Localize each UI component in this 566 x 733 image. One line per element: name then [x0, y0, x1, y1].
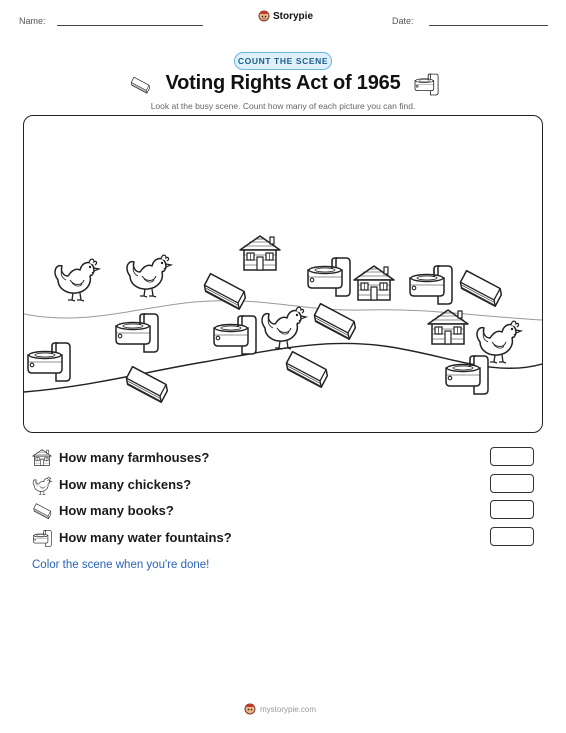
name-label: Name:	[19, 16, 46, 26]
answer-box-farmhouses[interactable]	[490, 447, 534, 466]
footer	[244, 703, 316, 715]
question-row-chickens	[31, 474, 536, 496]
water-fountain-5	[410, 266, 452, 304]
water-fountain-icon	[413, 71, 439, 97]
farmhouse-3	[428, 310, 468, 344]
book-3	[458, 271, 504, 307]
name-line[interactable]	[57, 25, 203, 26]
date-label: Date:	[392, 16, 414, 26]
chicken-1	[55, 259, 99, 301]
question-row-books	[31, 500, 536, 522]
book-4	[284, 352, 330, 388]
water-fountain-3	[214, 316, 256, 354]
color-instruction: Color the scene when you're done!	[32, 559, 210, 571]
chicken-3	[262, 307, 306, 349]
answer-box-books[interactable]	[490, 500, 534, 519]
book-icon	[31, 500, 53, 522]
question-text: How many books?	[59, 503, 174, 518]
question-row-water-fountains	[31, 527, 536, 549]
chicken-icon	[31, 474, 53, 496]
brand-name: Storypie	[273, 10, 314, 22]
answer-box-water-fountains[interactable]	[490, 527, 534, 546]
book-5	[124, 367, 170, 403]
date-line[interactable]	[429, 25, 548, 26]
water-fountain-1	[28, 343, 70, 381]
page-title: Voting Rights Act of 1965	[165, 72, 401, 94]
water-fountain-icon	[31, 527, 53, 549]
farmhouse-icon	[31, 447, 53, 469]
storypie-mascot-icon	[258, 10, 270, 22]
water-fountain-2	[116, 314, 158, 352]
farmhouse-1	[240, 236, 280, 270]
question-row-farmhouses	[31, 447, 536, 469]
instructions-text: Look at the busy scene. Count how many of each picture you can find.	[150, 101, 416, 111]
footer-url[interactable]: mystorypie.com	[260, 704, 317, 714]
question-text: How many chickens?	[59, 477, 192, 492]
question-text: How many farmhouses?	[59, 450, 210, 465]
farmhouse-2	[354, 266, 394, 300]
chicken-2	[127, 255, 171, 297]
book-1	[202, 274, 248, 310]
question-text: How many water fountains?	[59, 530, 232, 545]
count-the-scene-badge: COUNT THE SCENE	[234, 52, 332, 70]
busy-scene	[23, 115, 543, 433]
water-fountain-4	[308, 258, 350, 296]
storypie-mascot-icon	[244, 703, 256, 715]
water-fountain-6	[446, 356, 488, 394]
brand-logo	[258, 10, 313, 22]
answer-box-chickens[interactable]	[490, 474, 534, 493]
